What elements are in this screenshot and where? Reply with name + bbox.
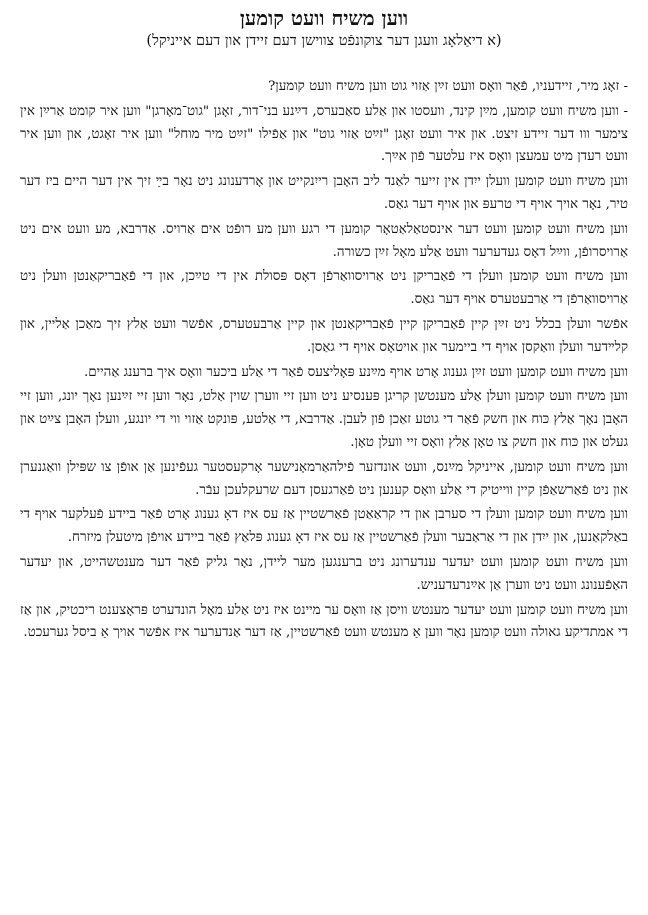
page-title: ווען משיח וועט קומען bbox=[239, 6, 409, 30]
paragraph-8: ווען משיח וועט קומען וועלן אַלע מענטשן קריגן פּענסיע ניט ווען זיי ווערן שוין אַלט, נאָר ווען זיי זײַנען נאָך יונג, ווען זיי האָבן נאָך אַלץ כּוח און חשק פֿאַר די גוטע זאַכן פֿון לעבן. אַדרבא, די אַלטע, פּונקט אַזוי ווי די יונגע, וועלן האָבן צײַט און געלט און כּוח און חשק צו טאָן אַלץ וואָס זיי וועלן טאָן. bbox=[20, 389, 628, 450]
paragraph-9: ווען משיח וועט קומען, אייניקל מײַנס, וועט אונדזער פֿילהאַרמאָנישער אָרקעסטער געפֿינען אַן אופֿן צו שפּילן וואַגנערן און ניט פֿאַרשאַפֿן קיין ווייטיק די אַלע וואָס קענען ניט פֿאַרגעסן דעם שרעקלעכן עבֿר. bbox=[20, 459, 628, 498]
paragraph-7: ווען משיח וועט קומען וועט זײַן גענוג אָרט אויף מײַנע פּאָליצעס פֿאַר די אַלע ביכער וואָס איך ברענג אַהיים. bbox=[84, 364, 628, 380]
paragraph-10: ווען משיח וועט קומען וועלן די סערבן און די קראַאַטן פֿאַרשטיין אַז עס איז דאָ גענוג אָרט פֿאַר ביידע פֿעלקער אויף די באַלקאַנען, און ייִדן און די אַראַבער וועלן פֿאַרשטיין אַז עס איז דאָ גענוג פּלאַץ פֿאַר ביידע אויפֿן מיטעלן מיזרח. bbox=[20, 507, 628, 546]
paragraph-1: - זאָג מיר, זיידעניו, פֿאַר וואָס וועט זײַן אַזוי גוט ווען משיח וועט קומען? bbox=[268, 79, 628, 94]
paragraph-12: ווען משיח וועט קומען וועט יעדער מענטש וויסן אַז וואָס ער מיינט איז ניט אַלע מאָל הונדערט פּראָצענט ריכטיק, און אַז די אמתדיקע גאולה וועט קומען נאָר ווען אַ מענטש וועט פֿאַרשטיין, אַז דער אַנדערער איז אפֿשר אויך אַ ביסל גערעכט. bbox=[20, 602, 628, 641]
paragraph-3: ווען משיח וועט קומען וועלן ייִדן אין זייער לאַנד ליב האָבן רייִנקייט און אָרדענונג ניט נאָר בײַ זיך אין דער היים ביז דער טיר, נאָר אויך אויף די טרעפּ און אויף דער גאַס. bbox=[20, 174, 629, 212]
paragraph-5: ווען משיח וועט קומען וועלן די פֿאַבריקן ניט אַרויסוואַרפֿן דאָס פּסולת אין די טײַכן, און די פֿאַבריקאַנטן וועלן ניט אַרויסוואַרפֿן די אַרבעטערס אויף דער גאַס. bbox=[20, 269, 628, 308]
paragraph-4: ווען משיח וועט קומען וועט דער אינסטאַלאַטאָר קומען די רגע ווען מע רופֿט אים אַרויס. אַדרבא, מע וועט אים ניט אַרויסרופֿן, ווײַל דאָס געדערער וועט אַלע מאָל זײַן כשורה. bbox=[20, 221, 628, 260]
paragraph-11: ווען משיח וועט קומען וועט יעדער ענדערונג ניט ברענגען מער ליידן, נאָר גליק פֿאַר דער מענטשהייט, און יעדער האַפֿענונג וועט ניט ווערן אַן אײַנרעדעניש. bbox=[20, 554, 628, 593]
page-subtitle: (א דיאַלאָג וועגן דער צוקונפֿט צווישן דעם זיידן און דעם אייניקל) bbox=[146, 33, 502, 49]
paragraph-2: - ווען משיח וועט קומען, מײַן קינד, וועסטו און אַלע סאַבערס, דײַנע בני־דור, זאָגן "גוט־מאָרגן" ווען איר קומט אַרײַן אין צימער ווו דער זיידע זיצט. און איר וועט זאָגן "זײַט אַזוי גוט" און אַפֿילו "זײַט מיר מוחל" ווען איר זאָגט, און ווען איר וועט רעדן מיט עמעצן וואָס איז עלטער פֿון אײַך. bbox=[20, 103, 628, 165]
paragraph-6: אפֿשר וועלן בכלל ניט זײַן קיין פֿאַבריקן קיין פֿאַבריקאַנטן און קיין אַרבעטערס, אפֿשר וועט אַלץ זיך מאַכן אַליין, און קלײדער וועלן וואַקסן אויף די ביימער און אויטאָס אויף די גאַסן. bbox=[20, 316, 628, 355]
